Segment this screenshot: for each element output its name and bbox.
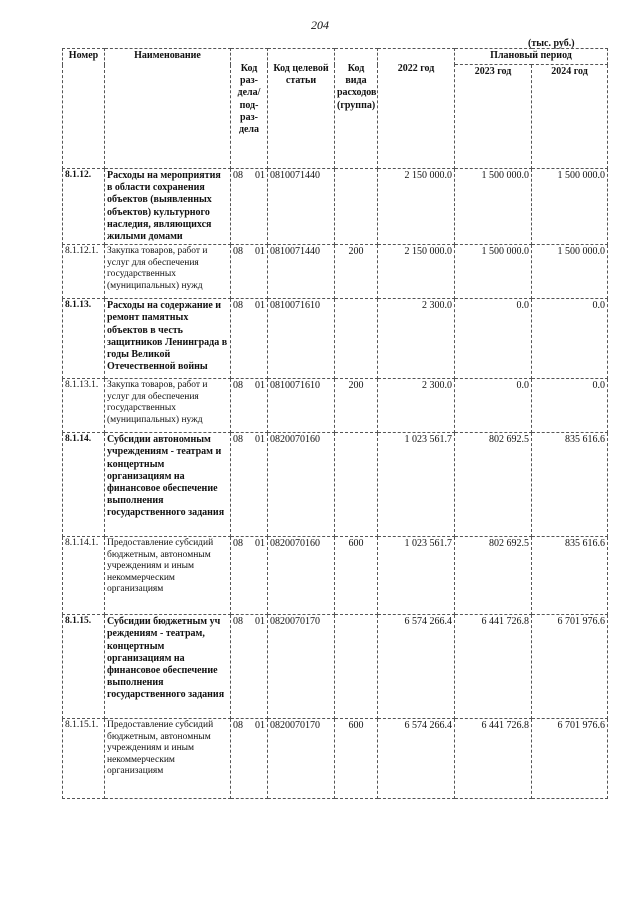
- row-2023: 802 692.5: [455, 433, 532, 537]
- razdel-code: 08: [233, 616, 243, 628]
- row-number: 8.1.15.1.: [63, 719, 105, 799]
- row-name: Субсидии бюджетным уч реждениям - театрам, концертным организациям на финансовое обеспечение выполнения государственного задания: [105, 615, 231, 719]
- table-row: [63, 379, 608, 433]
- row-vid: [335, 299, 378, 379]
- row-2024: 0.0: [532, 379, 608, 433]
- row-razdel: [231, 379, 268, 433]
- row-2022: 6 574 266.4: [378, 615, 455, 719]
- row-number: 8.1.12.: [63, 169, 105, 245]
- row-name: Предоставление субсидий бюджетным, автономным учреждениям и иным некоммерческим организациям: [105, 719, 231, 799]
- header-2024: 2024 год: [532, 65, 608, 169]
- table-row: [63, 299, 608, 379]
- row-vid: [335, 433, 378, 537]
- razdel-code: 08: [233, 300, 243, 312]
- table-row: [63, 169, 608, 245]
- row-2024: 6 701 976.6: [532, 615, 608, 719]
- podrazdel-code: 01: [255, 616, 265, 628]
- header-razdel: Код раз- дела/ под- раз- дела: [231, 49, 268, 169]
- row-razdel: [231, 615, 268, 719]
- row-number: 8.1.15.: [63, 615, 105, 719]
- razdel-code: 08: [233, 380, 243, 392]
- row-vid: 200: [335, 379, 378, 433]
- razdel-code: 08: [233, 434, 243, 446]
- row-2022: 1 023 561.7: [378, 537, 455, 615]
- row-2023: 6 441 726.8: [455, 615, 532, 719]
- row-2023: 1 500 000.0: [455, 169, 532, 245]
- row-name: Субсидии автономным учреждениям - театрам и концертным организациям на финансовое обеспечение выполнения государственного задания: [105, 433, 231, 537]
- row-name: Закупка товаров, работ и услуг для обеспечения государственных (муниципальных) нужд: [105, 379, 231, 433]
- razdel-code: 08: [233, 170, 243, 181]
- row-2023: 1 500 000.0: [455, 245, 532, 299]
- row-number: 8.1.14.1.: [63, 537, 105, 615]
- row-2022: 1 023 561.7: [378, 433, 455, 537]
- row-razdel: [231, 299, 268, 379]
- row-vid: 600: [335, 537, 378, 615]
- header-plan-period: Плановый период: [455, 49, 608, 65]
- budget-table: [62, 48, 608, 799]
- row-statya: 0810071610: [268, 299, 335, 379]
- row-vid: 600: [335, 719, 378, 799]
- row-number: 8.1.14.: [63, 433, 105, 537]
- row-name: Предоставление субсидий бюджетным, автономным учреждениям и иным некоммерческим организациям: [105, 537, 231, 615]
- row-2022: 2 150 000.0: [378, 169, 455, 245]
- razdel-code: 08: [233, 246, 243, 258]
- header-statya: Код целевой статьи: [268, 49, 335, 169]
- row-razdel: [231, 245, 268, 299]
- row-statya: 0810071440: [268, 245, 335, 299]
- header-nomer: Номер: [63, 49, 105, 169]
- row-number: 8.1.13.1.: [63, 379, 105, 433]
- podrazdel-code: 01: [255, 300, 265, 312]
- row-name: Расходы на мероприятия в области сохранения объектов (выявленных объектов) культурного наследия, являющихся жилыми домами: [105, 169, 231, 245]
- row-razdel: [231, 169, 268, 245]
- row-name: Расходы на содержание и ремонт памятных объектов в честь защитников Ленинграда в годы Великой Отечественной войны: [105, 299, 231, 379]
- table-row: [63, 537, 608, 615]
- podrazdel-code: 01: [255, 170, 265, 181]
- row-vid: 200: [335, 245, 378, 299]
- row-vid: [335, 615, 378, 719]
- row-2022: 2 300.0: [378, 299, 455, 379]
- row-statya: 0810071440: [268, 169, 335, 245]
- razdel-code: 08: [233, 720, 243, 732]
- table-row: [63, 433, 608, 537]
- podrazdel-code: 01: [255, 720, 265, 732]
- razdel-code: 08: [233, 538, 243, 550]
- row-vid: [335, 169, 378, 245]
- row-2022: 2 300.0: [378, 379, 455, 433]
- podrazdel-code: 01: [255, 380, 265, 392]
- row-2023: 0.0: [455, 299, 532, 379]
- table-row: [63, 615, 608, 719]
- row-name: Закупка товаров, работ и услуг для обеспечения государственных (муниципальных) нужд: [105, 245, 231, 299]
- row-razdel: [231, 537, 268, 615]
- podrazdel-code: 01: [255, 538, 265, 550]
- row-number: 8.1.13.: [63, 299, 105, 379]
- header-vid: Код вида расходов (группа): [335, 49, 378, 169]
- row-statya: 0820070160: [268, 433, 335, 537]
- header-2022: 2022 год: [378, 49, 455, 169]
- row-2023: 0.0: [455, 379, 532, 433]
- table-row: [63, 719, 608, 799]
- row-statya: 0820070160: [268, 537, 335, 615]
- page-number: 204: [311, 18, 329, 32]
- podrazdel-code: 01: [255, 246, 265, 258]
- row-2023: 802 692.5: [455, 537, 532, 615]
- podrazdel-code: 01: [255, 434, 265, 446]
- row-2024: 6 701 976.6: [532, 719, 608, 799]
- row-2024: 1 500 000.0: [532, 245, 608, 299]
- row-number: 8.1.12.1.: [63, 245, 105, 299]
- row-2024: 835 616.6: [532, 537, 608, 615]
- row-2024: 1 500 000.0: [532, 169, 608, 245]
- row-statya: 0820070170: [268, 615, 335, 719]
- units-label: (тыс. руб.): [528, 38, 575, 49]
- row-razdel: [231, 433, 268, 537]
- row-statya: 0810071610: [268, 379, 335, 433]
- row-2024: 0.0: [532, 299, 608, 379]
- table-row: [63, 245, 608, 299]
- header-2023: 2023 год: [455, 65, 532, 169]
- row-2022: 6 574 266.4: [378, 719, 455, 799]
- row-2023: 6 441 726.8: [455, 719, 532, 799]
- row-statya: 0820070170: [268, 719, 335, 799]
- row-2022: 2 150 000.0: [378, 245, 455, 299]
- row-2024: 835 616.6: [532, 433, 608, 537]
- row-razdel: [231, 719, 268, 799]
- header-name: Наименование: [105, 49, 231, 169]
